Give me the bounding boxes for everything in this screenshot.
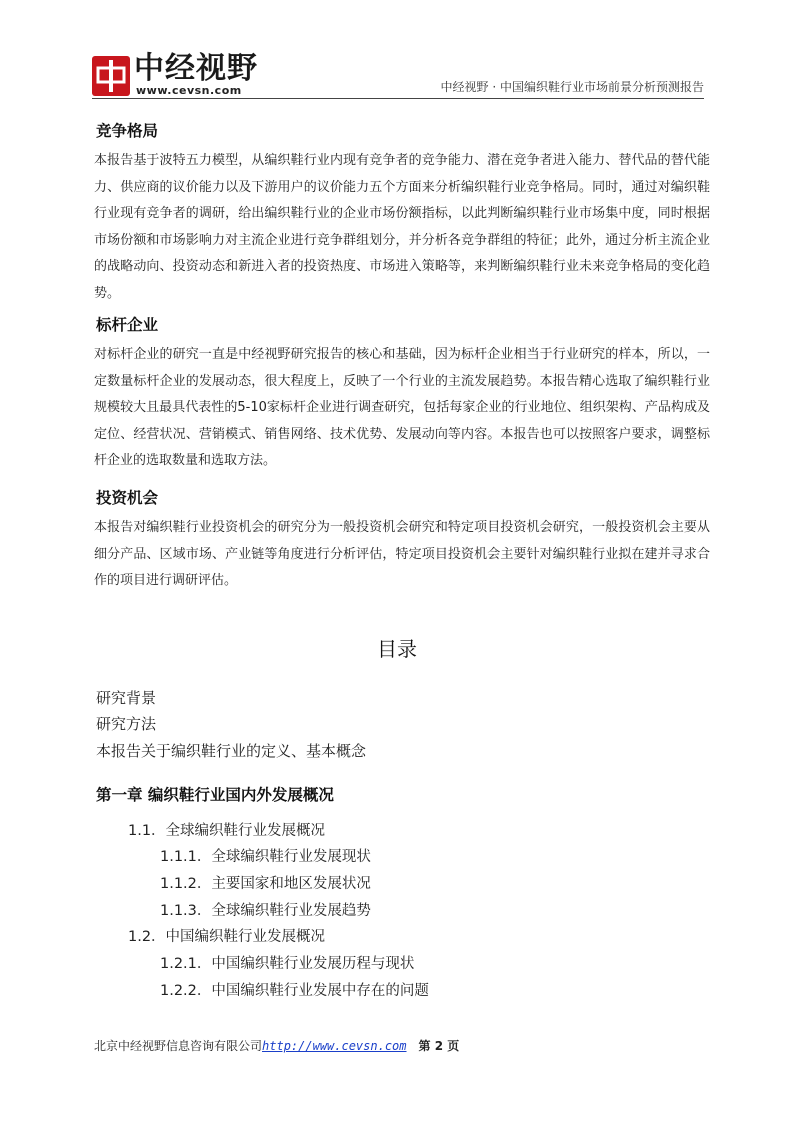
toc-subsection[interactable]: 1.2.2．中国编织鞋行业发展中存在的问题 xyxy=(160,983,429,999)
logo-url: www.cevsn.com xyxy=(136,84,242,97)
page-number: 第 2 页 xyxy=(418,1039,460,1053)
section-body-benchmark: 对标杆企业的研究一直是中经视野研究报告的核心和基础，因为标杆企业相当于行业研究的样本，所以，一定数量标杆企业的发展动态，很大程度上，反映了一个行业的主流发展趋势。本报告精心选取了编织鞋行业规模较大且最具代表性的5-10家标杆企业进行调查研究，包括每家企业的行业地位、组织架构、产品构成及定位、经营状况、营销模式、销售网络、技术优势、发展动向等内容。本报告也可以按照客户要求，调整标杆企业的选取数量和选取方法。 xyxy=(94,347,710,469)
section-heading-competition: 竞争格局 xyxy=(96,122,159,140)
page-footer xyxy=(94,1037,459,1054)
section-heading-benchmark: 标杆企业 xyxy=(96,316,159,334)
toc-item[interactable]: 研究方法 xyxy=(96,715,157,733)
footer-link[interactable]: http://www.cevsn.com xyxy=(262,1039,407,1053)
toc-subsection[interactable]: 1.1.1．全球编织鞋行业发展现状 xyxy=(160,849,371,865)
toc-subsection[interactable]: 1.1．全球编织鞋行业发展概况 xyxy=(128,823,326,839)
toc-subsection[interactable]: 1.1.3．全球编织鞋行业发展趋势 xyxy=(160,903,371,919)
section-heading-investment: 投资机会 xyxy=(96,489,159,507)
toc-subsection[interactable]: 1.2.1．中国编织鞋行业发展历程与现状 xyxy=(160,956,415,972)
header-divider xyxy=(92,98,704,99)
toc-item[interactable]: 本报告关于编织鞋行业的定义、基本概念 xyxy=(96,742,367,760)
toc-subsection[interactable]: 1.2．中国编织鞋行业发展概况 xyxy=(128,929,326,945)
logo-icon xyxy=(92,56,130,96)
section-body-competition: 本报告基于波特五力模型，从编织鞋行业内现有竞争者的竞争能力、潜在竞争者进入能力、替代品的替代能力、供应商的议价能力以及下游用户的议价能力五个方面来分析编织鞋行业竞争格局。同时，通过对编织鞋行业现有竞争者的调研，给出编织鞋行业的企业市场份额指标，以此判断编织鞋行业市场集中度，同时根据市场份额和市场影响力对主流企业进行竞争群组划分，并分析各竞争群组的特征；此外，通过分析主流企业的战略动向、投资动态和新进入者的投资热度、市场进入策略等，来判断编织鞋行业未来竞争格局的变化趋势。 xyxy=(94,153,710,301)
toc-subsection[interactable]: 1.1.2．主要国家和地区发展状况 xyxy=(160,876,371,892)
toc-item[interactable]: 研究背景 xyxy=(96,689,157,707)
toc-title: 目录 xyxy=(377,637,417,661)
document-title: 中经视野 · 中国编织鞋行业市场前景分析预测报告 xyxy=(440,80,704,94)
toc-chapter[interactable]: 第一章 编织鞋行业国内外发展概况 xyxy=(96,786,334,804)
page-header xyxy=(92,52,704,98)
section-body-investment: 本报告对编织鞋行业投资机会的研究分为一般投资机会研究和特定项目投资机会研究，一般投资机会主要从细分产品、区域市场、产业链等角度进行分析评估，特定项目投资机会主要针对编织鞋行业拟在建并寻求合作的项目进行调研评估。 xyxy=(94,520,710,589)
logo-name: 中经视野 xyxy=(134,51,258,86)
footer-company: 北京中经视野信息咨询有限公司 xyxy=(94,1039,263,1053)
